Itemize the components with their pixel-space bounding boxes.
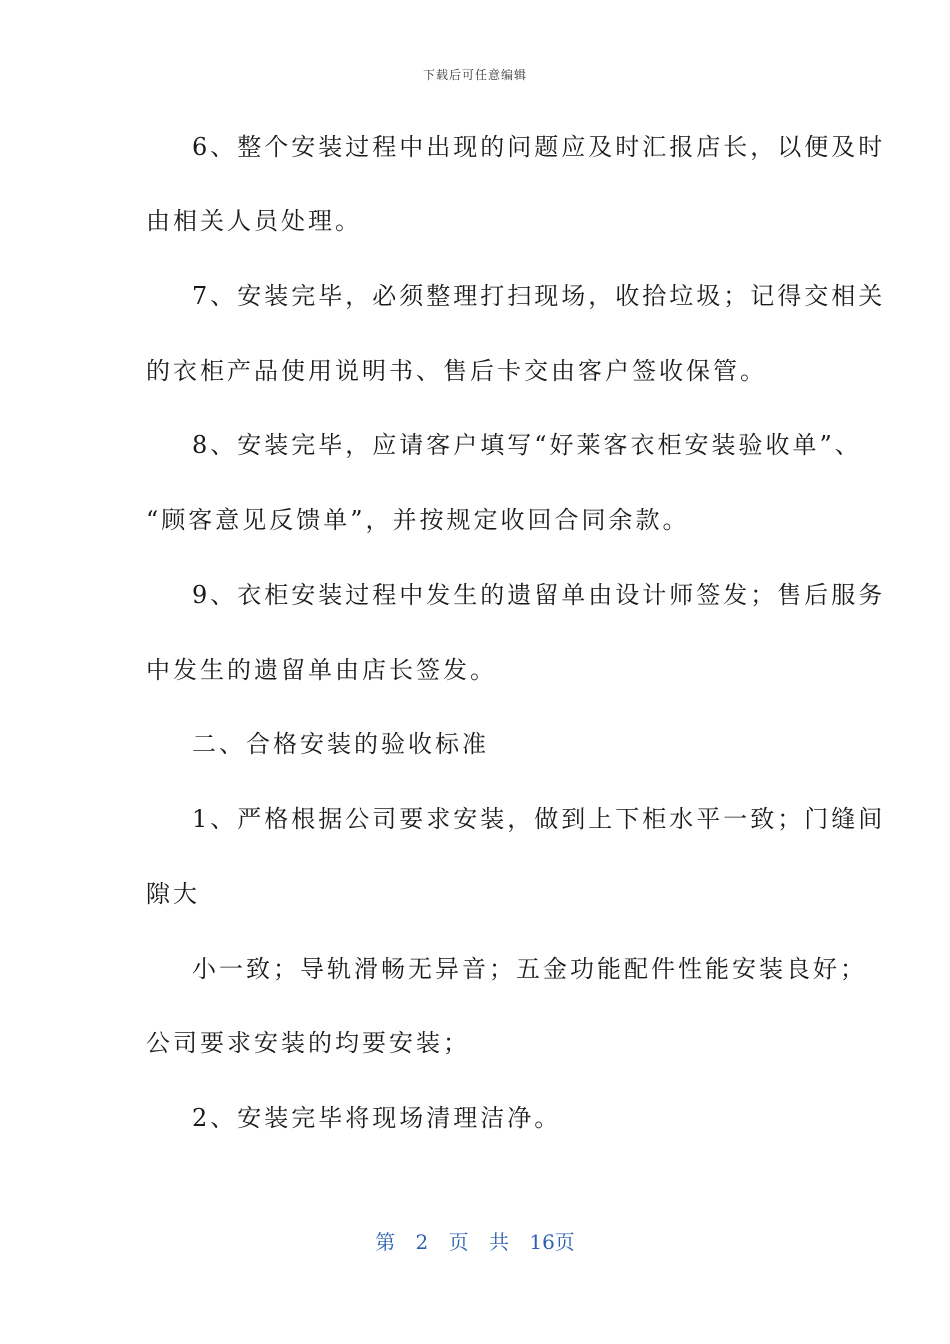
- header-note: 下载后可任意编辑: [422, 68, 527, 82]
- paragraph-line: 1、严格根据公司要求安装，做到上下柜水平一致；门缝间: [192, 805, 886, 833]
- footer-current-page: 2: [415, 1230, 429, 1254]
- paragraph-line: 8、安装完毕，应请客户填写“好莱客衣柜安装验收单”、: [192, 431, 862, 459]
- paragraph-line: 中发生的遗留单由店长签发。: [146, 656, 497, 684]
- paragraph-line: 小一致；导轨滑畅无异音；五金功能配件性能安装良好；: [192, 955, 867, 983]
- paragraph-line: 2、安装完毕将现场清理洁净。: [192, 1104, 562, 1132]
- paragraph-line: 的衣柜产品使用说明书、售后卡交由客户签收保管。: [146, 357, 767, 385]
- paragraph-line: 由相关人员处理。: [146, 207, 362, 235]
- footer-page-word: 页: [448, 1230, 469, 1254]
- paragraph-line: 隙大: [146, 880, 200, 908]
- section-heading: 二、合格安装的验收标准: [192, 730, 489, 758]
- paragraph-line: “顾客意见反馈单”，并按规定收回合同余款。: [146, 506, 690, 534]
- footer-total-pages: 16页: [529, 1230, 575, 1254]
- footer-total-word: 共: [489, 1230, 509, 1254]
- paragraph-line: 6、整个安装过程中出现的问题应及时汇报店长，以便及时: [192, 133, 886, 161]
- paragraph-line: 9、衣柜安装过程中发生的遗留单由设计师签发；售后服务: [192, 581, 886, 609]
- page-number-footer: [0, 1226, 950, 1255]
- paragraph-line: 7、安装完毕，必须整理打扫现场，收拾垃圾；记得交相关: [192, 282, 886, 310]
- paragraph-line: 公司要求安装的均要安装；: [146, 1029, 470, 1057]
- footer-prefix: 第: [375, 1230, 396, 1254]
